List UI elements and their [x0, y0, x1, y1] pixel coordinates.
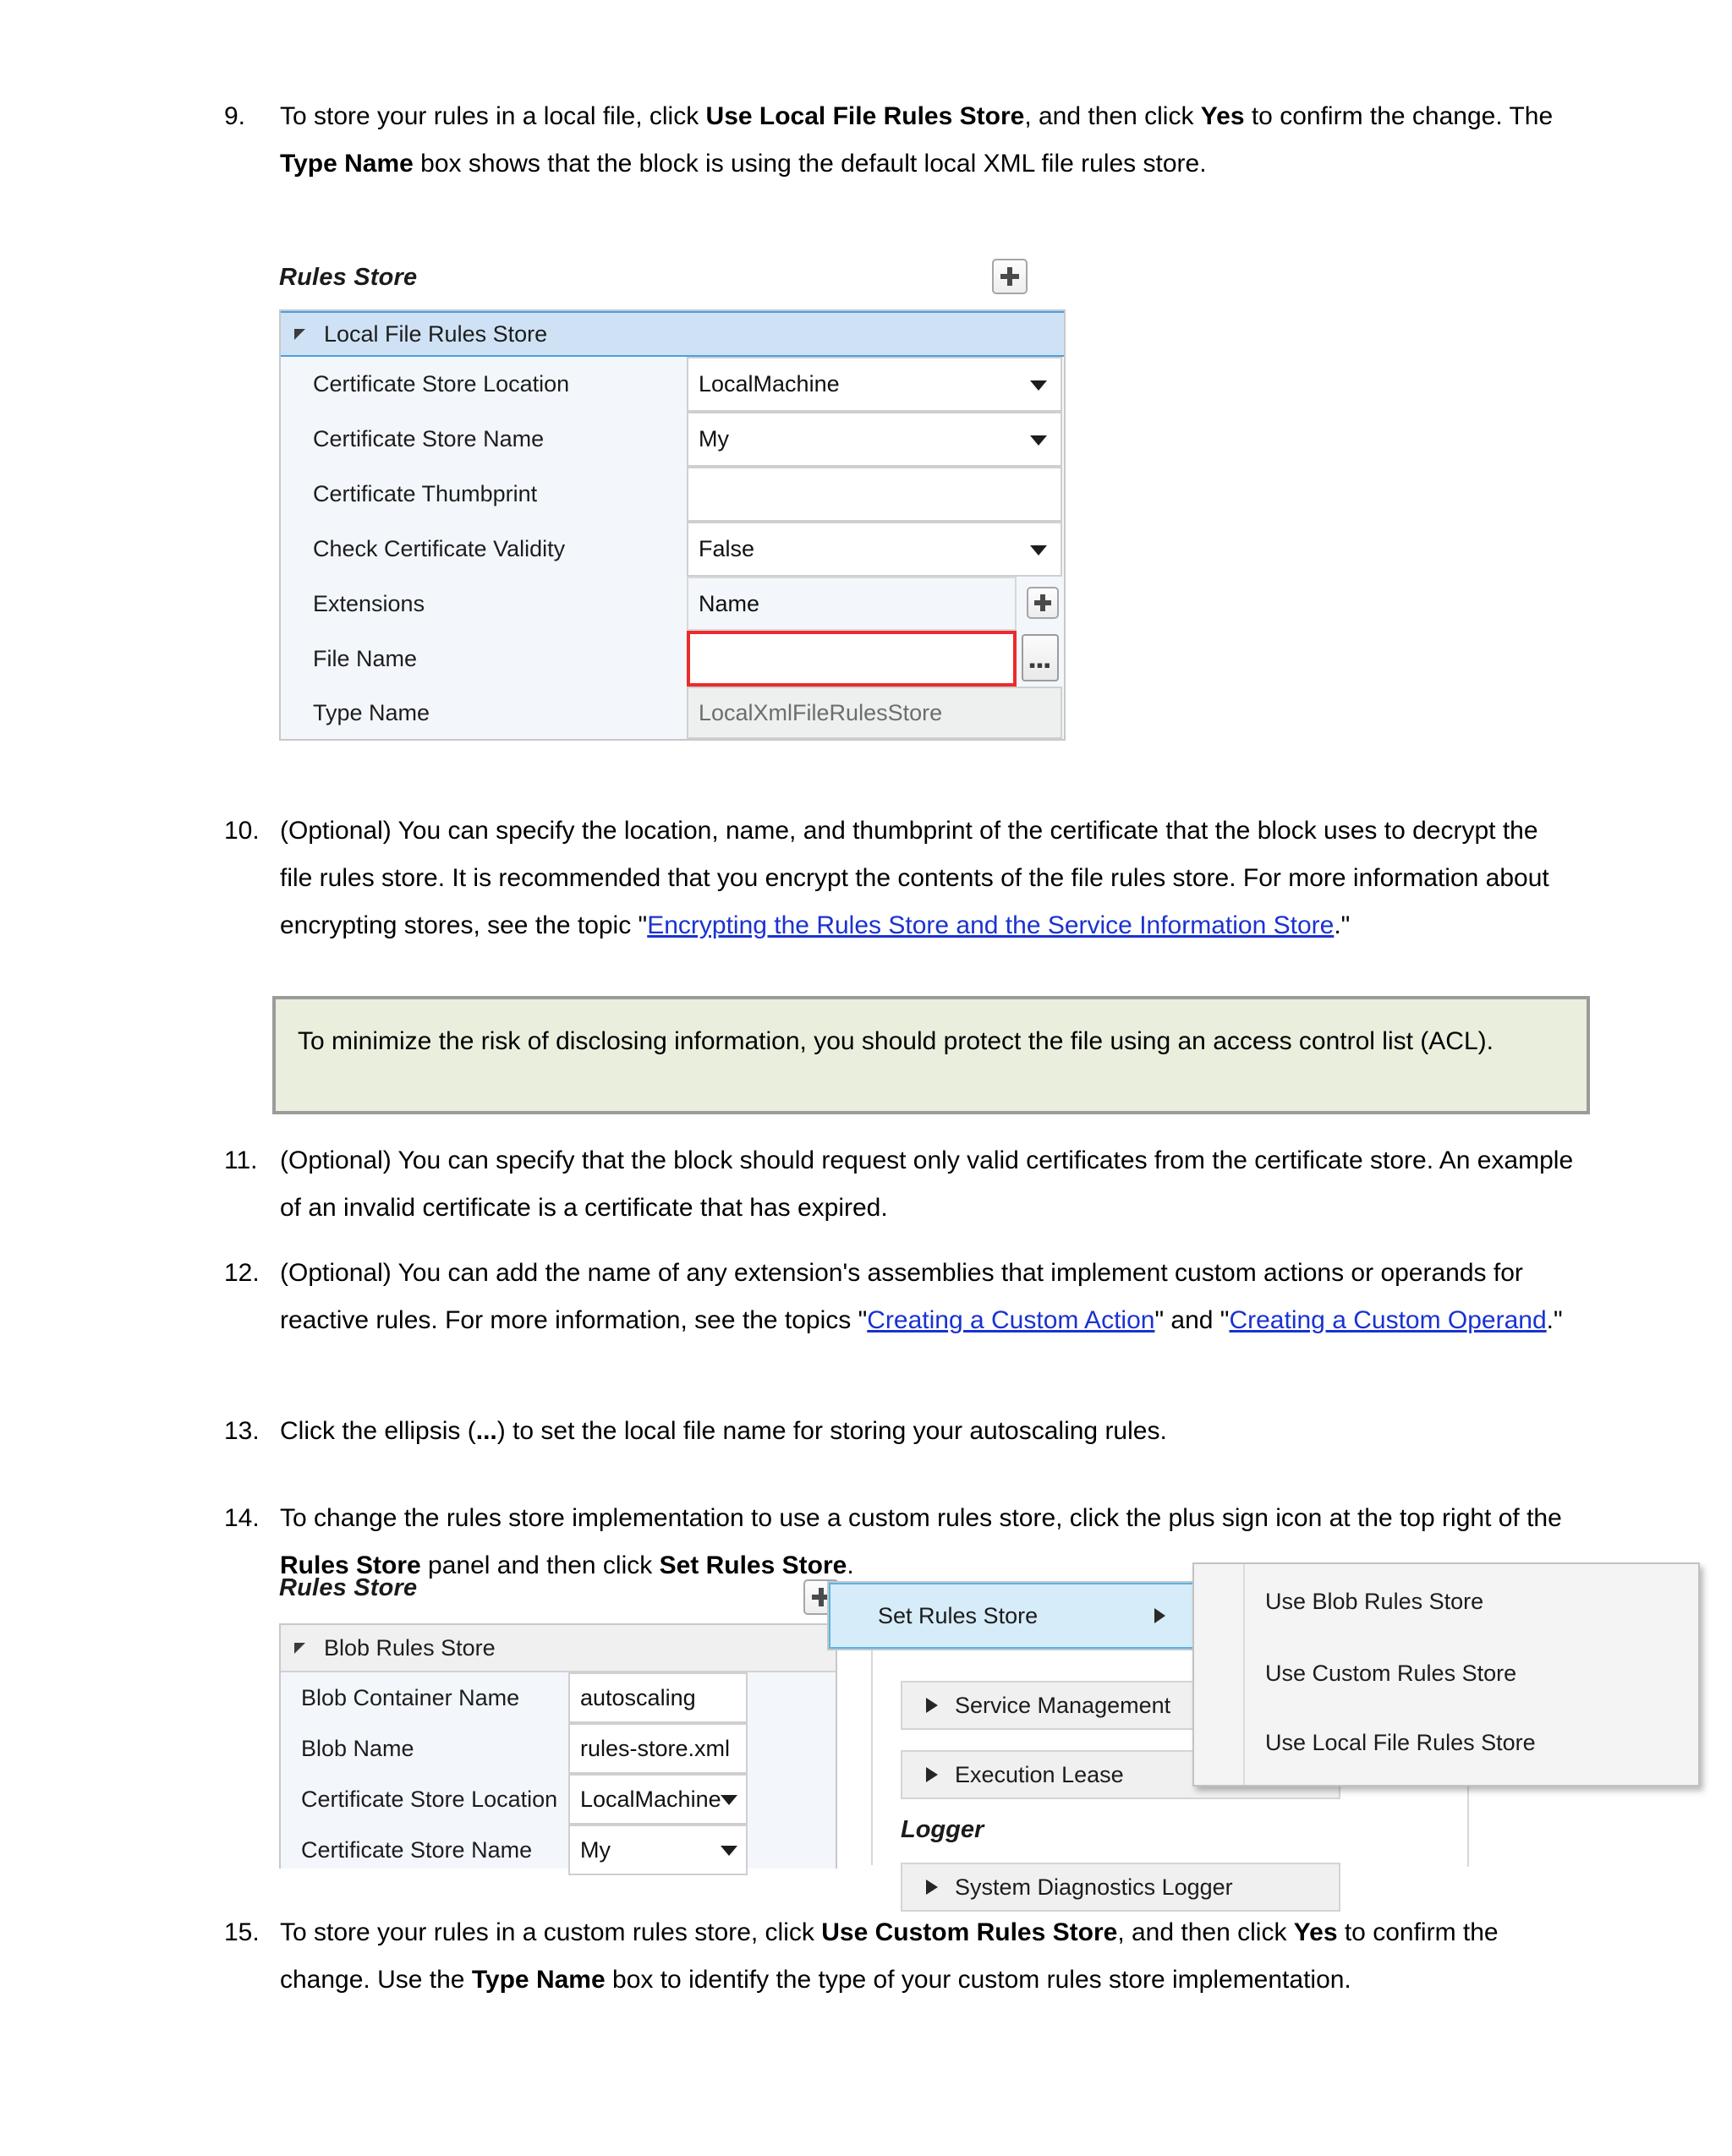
add-rules-store-button[interactable]	[992, 259, 1028, 294]
step15-bold-2: Yes	[1293, 1918, 1338, 1946]
property-value: LocalMachine	[580, 1786, 721, 1812]
link-creating-a-custom-action[interactable]: Creating a Custom Action	[867, 1306, 1155, 1334]
step15-bold-3: Type Name	[471, 1966, 606, 1994]
step14-text-2: panel and then click	[420, 1551, 660, 1579]
certificate-store-location-dropdown[interactable]	[687, 357, 1062, 412]
certificate-thumbprint-input[interactable]	[687, 467, 1062, 522]
step-text	[280, 93, 1577, 188]
step14-text-3: .	[847, 1551, 854, 1579]
step9-text-1: To store your rules in a local file, click	[280, 102, 706, 130]
step15-text-4: box to identify the type of your custom rules store implementation.	[605, 1966, 1351, 1994]
chevron-right-icon	[1154, 1608, 1165, 1623]
step12-text-3: ."	[1546, 1306, 1563, 1334]
section-label: Execution Lease	[955, 1761, 1124, 1787]
property-label: Certificate Thumbprint	[313, 481, 538, 506]
menu-item-label: Use Custom Rules Store	[1265, 1660, 1517, 1686]
figure1-property-grid	[279, 309, 1066, 741]
step-text: (Optional) You can specify that the block should request only valid certificates from the certificate store. An example of an invalid certificate is a certificate that has expired.	[280, 1146, 1574, 1222]
chevron-down-icon[interactable]	[1030, 435, 1047, 446]
tree-node-blob-rules-store[interactable]	[281, 1625, 836, 1672]
section-label: System Diagnostics Logger	[955, 1874, 1233, 1900]
property-value: LocalXmlFileRulesStore	[699, 699, 943, 725]
menu-item-use-local-file-rules-store[interactable]	[1194, 1708, 1698, 1777]
list-item-step-10	[224, 807, 1577, 949]
note-callout	[272, 996, 1590, 1114]
property-value: My	[580, 1836, 611, 1863]
property-row	[281, 687, 1064, 739]
expander-expand-icon[interactable]	[926, 1698, 938, 1713]
property-row	[281, 631, 1064, 687]
property-value: autoscaling	[580, 1684, 696, 1710]
step-number: 11.	[224, 1146, 258, 1174]
chevron-down-icon[interactable]	[1030, 545, 1047, 555]
tree-node-label: Local File Rules Store	[324, 320, 548, 347]
property-row	[281, 1672, 836, 1723]
figure-blob-rules-store-with-menu	[279, 1562, 1725, 1900]
menu-item-label: Use Local File Rules Store	[1265, 1729, 1536, 1755]
property-row	[281, 522, 1064, 577]
property-row	[281, 467, 1064, 522]
type-name-readonly-field	[687, 687, 1062, 739]
certificate-store-location-dropdown[interactable]	[568, 1774, 748, 1825]
property-value: rules-store.xml	[580, 1735, 731, 1761]
file-name-ellipsis-button[interactable]	[1022, 634, 1059, 681]
step13-text-1: Click the ellipsis (	[280, 1417, 476, 1445]
menu-item-set-rules-store[interactable]	[829, 1583, 1199, 1649]
chevron-down-icon[interactable]	[721, 1846, 737, 1856]
extensions-collection-field[interactable]	[687, 577, 1017, 631]
figure2-title: Rules Store	[279, 1574, 418, 1601]
property-value: LocalMachine	[699, 371, 840, 397]
step14-bold-2: Set Rules Store	[659, 1551, 847, 1579]
property-label: Type Name	[313, 699, 430, 725]
section-label: Service Management	[955, 1692, 1171, 1718]
figure2-property-grid	[279, 1623, 837, 1869]
step9-text-4: box shows that the block is using the default local XML file rules store.	[413, 150, 1207, 178]
step15-text-1: To store your rules in a custom rules store, click	[280, 1918, 822, 1946]
figure-local-file-rules-store	[279, 254, 1066, 744]
property-row	[281, 1723, 836, 1774]
step14-text-1: To change the rules store implementation to use a custom rules store, click the plus sign icon at the top right of the	[280, 1504, 1562, 1532]
certificate-store-name-dropdown[interactable]	[568, 1825, 748, 1875]
menu-item-use-custom-rules-store[interactable]	[1194, 1639, 1698, 1708]
tree-node-local-file-rules-store[interactable]	[281, 311, 1064, 357]
step15-text-2: , and then click	[1117, 1918, 1294, 1946]
step9-bold-1: Use Local File Rules Store	[705, 102, 1025, 130]
section-row-system-diagnostics-logger[interactable]	[901, 1863, 1340, 1912]
menu-item-use-blob-rules-store[interactable]	[1194, 1564, 1698, 1639]
step15-bold-1: Use Custom Rules Store	[821, 1918, 1118, 1946]
menu-item-label: Set Rules Store	[878, 1602, 1039, 1628]
expander-collapse-icon[interactable]	[294, 1643, 305, 1654]
step-text	[280, 1909, 1577, 2004]
link-encrypting-the-rules-store[interactable]: Encrypting the Rules Store and the Service Information Store	[647, 911, 1335, 939]
property-label: Check Certificate Validity	[313, 536, 566, 561]
property-value: False	[699, 536, 755, 561]
property-label: Certificate Store Name	[301, 1836, 533, 1863]
link-creating-a-custom-operand[interactable]: Creating a Custom Operand	[1229, 1306, 1547, 1334]
step13-bold-1: ...	[475, 1417, 497, 1445]
expander-collapse-icon[interactable]	[294, 329, 305, 340]
step12-text-1: (Optional) You can add the name of any extension's assemblies that implement custom actions or operands for reactive rules. For more information, see the topics "	[280, 1259, 1523, 1334]
list-item-step-15	[224, 1909, 1577, 2004]
step-text	[280, 1408, 1577, 1455]
property-label: Blob Container Name	[301, 1684, 520, 1710]
add-extension-button[interactable]	[1027, 587, 1059, 619]
blob-container-name-input[interactable]	[568, 1672, 748, 1723]
step-number: 9.	[224, 102, 246, 130]
chevron-down-icon[interactable]	[721, 1795, 737, 1805]
step10-text-1: (Optional) You can specify the location, name, and thumbprint of the certificate that the block uses to decrypt the file rules store. It is recommended that you encrypt the contents of the file rules store. For more information about encrypting stores, see the topic "	[280, 817, 1549, 939]
step9-text-2: , and then click	[1024, 102, 1201, 130]
context-menu	[827, 1581, 1201, 1650]
expander-expand-icon[interactable]	[926, 1767, 938, 1782]
step-text	[280, 807, 1577, 949]
property-label: Blob Name	[301, 1735, 414, 1761]
chevron-down-icon[interactable]	[1030, 380, 1047, 391]
menu-item-label: Use Blob Rules Store	[1265, 1588, 1484, 1614]
list-item-step-11	[224, 1137, 1577, 1232]
step-number: 15.	[224, 1918, 260, 1946]
step15-text-3: to confirm the change. Use the	[280, 1918, 1499, 1994]
property-label: Extensions	[313, 590, 425, 616]
expander-expand-icon[interactable]	[926, 1880, 938, 1895]
step9-bold-2: Yes	[1200, 102, 1245, 130]
step10-text-2: ."	[1334, 911, 1351, 939]
list-item-step-9	[224, 93, 1577, 188]
note-text: To minimize the risk of disclosing information, you should protect the file using an access control list (ACL).	[298, 1027, 1494, 1055]
property-label: Certificate Store Location	[301, 1786, 558, 1812]
step12-text-2: " and "	[1154, 1306, 1230, 1334]
property-label: File Name	[313, 645, 418, 671]
check-certificate-validity-dropdown[interactable]	[687, 522, 1062, 577]
logger-heading: Logger	[901, 1816, 984, 1843]
step-text	[280, 1250, 1577, 1344]
property-value: My	[699, 426, 729, 451]
blob-name-input[interactable]	[568, 1723, 748, 1774]
step-number: 13.	[224, 1417, 260, 1445]
step-number: 10.	[224, 817, 260, 845]
tree-node-label: Blob Rules Store	[324, 1634, 496, 1661]
context-submenu	[1192, 1562, 1700, 1787]
property-row	[281, 357, 1064, 412]
property-label: Certificate Store Location	[313, 371, 570, 397]
property-label: Certificate Store Name	[313, 426, 545, 451]
property-value: Name	[699, 590, 760, 616]
property-row	[281, 412, 1064, 467]
step13-text-2: ) to set the local file name for storing your autoscaling rules.	[496, 1417, 1167, 1445]
property-row	[281, 577, 1064, 631]
file-name-input[interactable]	[687, 631, 1017, 687]
step-number: 12.	[224, 1259, 260, 1287]
property-row	[281, 1774, 836, 1825]
step-number: 14.	[224, 1504, 260, 1532]
ellipsis-icon: ▪▪▪	[1028, 654, 1052, 676]
certificate-store-name-dropdown[interactable]	[687, 412, 1062, 467]
step9-bold-3: Type Name	[280, 150, 414, 178]
step14-bold-1: Rules Store	[280, 1551, 421, 1579]
figure1-title: Rules Store	[279, 264, 418, 291]
property-row	[281, 1825, 836, 1875]
list-item-step-13	[224, 1408, 1577, 1455]
step9-text-3: to confirm the change. The	[1244, 102, 1554, 130]
list-item-step-12	[224, 1250, 1577, 1344]
